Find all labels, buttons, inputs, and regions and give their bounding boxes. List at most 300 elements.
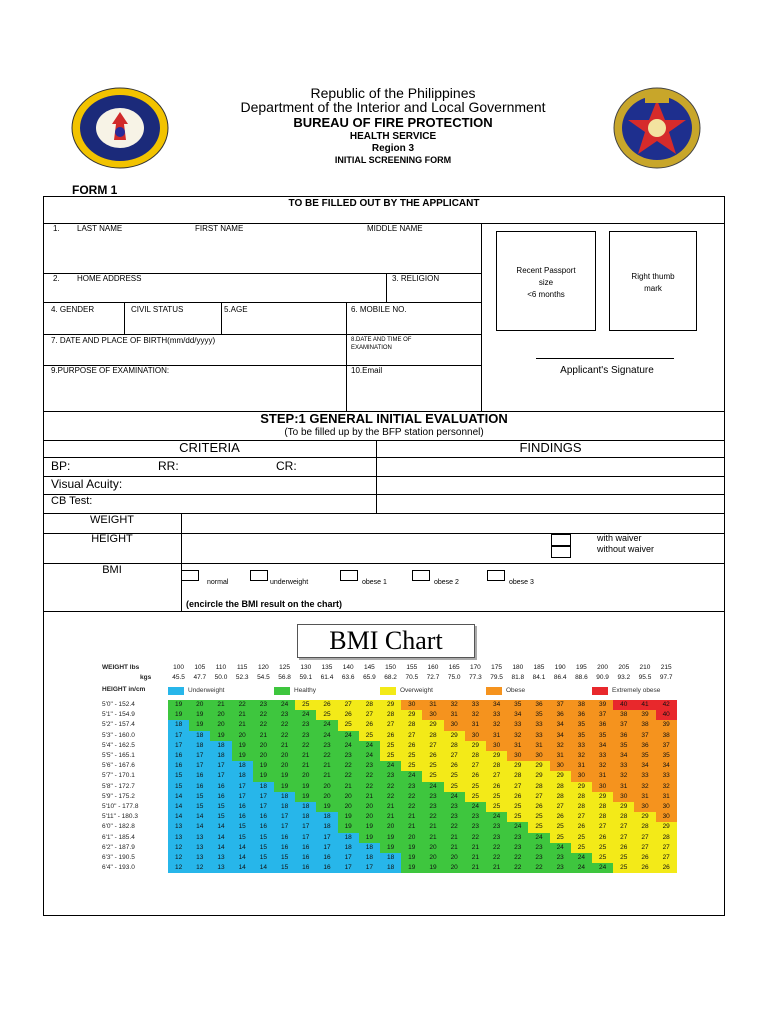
thumb-box[interactable]: [609, 231, 697, 331]
bmi-cell: 21: [232, 720, 253, 730]
bmi-cell: 34: [507, 710, 528, 720]
bmi-cell: 12: [189, 863, 210, 873]
bmi-cell: 23: [422, 802, 443, 812]
bmi-cell: 19: [359, 833, 380, 843]
bmi-cell: 34: [486, 700, 507, 710]
bmi-cell: 21: [380, 812, 401, 822]
bmi-cell: 21: [210, 700, 231, 710]
weight-kgs-tick: 95.5: [638, 674, 652, 681]
bmi-cell: 32: [507, 731, 528, 741]
weight-kgs-tick: 88.6: [575, 674, 588, 681]
height-tick: 5'11" - 180.3: [102, 813, 138, 821]
bmi-cell: 26: [592, 833, 613, 843]
bmi-cell: 25: [528, 812, 549, 822]
bmi-cell: 29: [550, 771, 571, 781]
with-waiver-checkbox[interactable]: [551, 534, 571, 546]
bmi-cell: 25: [401, 751, 422, 761]
encircle-note: (encircle the BMI result on the chart): [186, 599, 343, 609]
weight-lbs-tick: 125: [279, 664, 291, 671]
bmi-cell: 13: [189, 833, 210, 843]
bmi-cell: 19: [401, 863, 422, 873]
height-tick: 5'7" - 170.1: [102, 772, 135, 780]
weight-lbs-tick: 170: [469, 664, 481, 671]
bmi-cell: 27: [613, 833, 634, 843]
bmi-cell: 33: [465, 700, 486, 710]
bmi-cell: 20: [359, 802, 380, 812]
bmi-cell: 26: [359, 720, 380, 730]
bmi-cell: 39: [656, 720, 677, 730]
bmi-cell: 32: [571, 751, 592, 761]
bmi-cell: 17: [189, 761, 210, 771]
bmi-cell: 19: [210, 731, 231, 741]
bmi-cell: 38: [571, 700, 592, 710]
bmi-cell: 29: [592, 792, 613, 802]
bmi-cell: 32: [550, 741, 571, 751]
bmi-cell: 27: [486, 771, 507, 781]
bmi-cell: 20: [210, 710, 231, 720]
findings-header: FINDINGS: [519, 440, 582, 455]
bmi-cell: 21: [338, 782, 359, 792]
bmi-cell: 30: [656, 812, 677, 822]
bmi-cell: 33: [656, 771, 677, 781]
bmi-cell: 22: [380, 782, 401, 792]
height-tick: 5'3" - 160.0: [102, 731, 135, 739]
bmi-cell: 15: [168, 771, 189, 781]
bmi-cell: 20: [253, 751, 274, 761]
height-tick: 5'8" - 172.7: [102, 782, 135, 790]
bmi-cell: 25: [507, 812, 528, 822]
weight-lbs-tick: 155: [406, 664, 418, 671]
height-tick: 6'2" - 187.9: [102, 843, 135, 851]
bmi-cell: 23: [295, 720, 316, 730]
bmi-cell: 16: [168, 751, 189, 761]
bmi-cell: 23: [528, 843, 549, 853]
bmi-cell: 32: [634, 782, 655, 792]
bmi-cell: 20: [359, 812, 380, 822]
bmi-cell: 19: [295, 782, 316, 792]
bmi-cell: 24: [571, 863, 592, 873]
bmi-cell: 19: [380, 833, 401, 843]
bmi-cell: 27: [507, 782, 528, 792]
bmi-cell: 24: [359, 741, 380, 751]
bmi-cell: 17: [338, 863, 359, 873]
weight-lbs-tick: 115: [237, 664, 248, 671]
bmi-cell: 23: [274, 710, 295, 720]
num-1: 1.: [53, 224, 60, 233]
religion-label: 3. RELIGION: [392, 274, 440, 283]
bmi-cell: 16: [253, 812, 274, 822]
bmi-cell: 23: [550, 863, 571, 873]
bmi-cell: 25: [380, 751, 401, 761]
bmi-cell: 24: [274, 700, 295, 710]
bmi-cell: 34: [592, 741, 613, 751]
weight-kgs-tick: 47.7: [193, 674, 207, 681]
legend-swatch: [380, 687, 396, 695]
bmi-cell: 30: [571, 771, 592, 781]
weight-lbs-tick: 195: [575, 664, 587, 671]
bmi-cell: 22: [486, 853, 507, 863]
bmi-cell: 35: [634, 751, 655, 761]
bmi-cell: 24: [422, 782, 443, 792]
bmi-cell: 16: [232, 812, 253, 822]
weight-lbs-tick: 190: [554, 664, 566, 671]
bmi-cell: 32: [465, 710, 486, 720]
bmi-cell: 17: [253, 792, 274, 802]
legend-label: Underweight: [188, 687, 225, 694]
bmi-cell: 20: [253, 741, 274, 751]
bmi-cell: 29: [528, 761, 549, 771]
bmi-cell: 22: [444, 822, 465, 832]
bmi-cell: 19: [232, 751, 253, 761]
bmi-cell: 26: [634, 853, 655, 863]
obese3-checkbox[interactable]: [487, 570, 505, 581]
bmi-cell: 34: [550, 731, 571, 741]
photo-label-1: Recent Passport: [516, 266, 576, 275]
bmi-cell: 28: [380, 710, 401, 720]
header-region: Region 3: [371, 143, 415, 154]
rr-label: RR:: [158, 459, 179, 473]
bmi-cell: 17: [168, 731, 189, 741]
bmi-cell: 21: [232, 710, 253, 720]
bmi-cell: 13: [189, 843, 210, 853]
bmi-cell: 22: [507, 853, 528, 863]
bmi-cell: 16: [295, 843, 316, 853]
bmi-cell: 33: [528, 731, 549, 741]
bmi-cell: 14: [232, 853, 253, 863]
bmi-cell: 17: [168, 741, 189, 751]
bmi-cell: 15: [232, 833, 253, 843]
bmi-cell: 24: [316, 731, 337, 741]
bmi-cell: 36: [571, 710, 592, 720]
weight-lbs-tick: 185: [533, 664, 545, 671]
bmi-cell: 20: [295, 771, 316, 781]
bmi-cell: 20: [338, 792, 359, 802]
legend-swatch: [592, 687, 608, 695]
bmi-cell: 19: [338, 822, 359, 832]
exam-date-label-2: EXAMINATION: [351, 345, 392, 351]
bmi-cell: 33: [592, 751, 613, 761]
weight-kgs-tick: 54.5: [257, 674, 270, 681]
bmi-cell: 20: [422, 853, 443, 863]
bmi-cell: 27: [634, 843, 655, 853]
bmi-cell: 28: [528, 782, 549, 792]
bmi-cell: 27: [444, 751, 465, 761]
bmi-cell: 37: [656, 741, 677, 751]
weight-lbs-tick: 145: [363, 664, 375, 671]
bmi-cell: 25: [571, 843, 592, 853]
bmi-cell: 36: [592, 720, 613, 730]
bmi-cell: 34: [656, 761, 677, 771]
bmi-cell: 19: [189, 710, 210, 720]
bmi-cell: 16: [189, 771, 210, 781]
legend-label: Extremely obese: [612, 687, 661, 694]
bmi-cell: 35: [571, 720, 592, 730]
weight-lbs-tick: 175: [491, 664, 503, 671]
bmi-cell: 23: [507, 833, 528, 843]
bmi-cell: 30: [550, 761, 571, 771]
bmi-cell: 21: [444, 833, 465, 843]
bmi-cell: 31: [486, 731, 507, 741]
bmi-cell: 27: [634, 833, 655, 843]
exam-date-label-1: 8.DATE AND TIME OF: [351, 337, 412, 343]
bmi-cell: 17: [253, 802, 274, 812]
gender-label: 4. GENDER: [51, 305, 95, 314]
bmi-cell: 13: [210, 863, 231, 873]
num-2: 2.: [53, 274, 60, 283]
weight-lbs-tick: 120: [257, 664, 269, 671]
bmi-cell: 23: [338, 751, 359, 761]
bmi-cell: 14: [253, 863, 274, 873]
bmi-cell: 28: [656, 833, 677, 843]
bmi-cell: 25: [316, 710, 337, 720]
bmi-cell: 39: [634, 710, 655, 720]
criteria-header: CRITERIA: [179, 440, 240, 455]
weight-lbs-tick: 180: [512, 664, 524, 671]
bmi-cell: 31: [422, 700, 443, 710]
bmi-cell: 25: [507, 802, 528, 812]
bmi-cell: 29: [656, 822, 677, 832]
dob-label: 7. DATE AND PLACE OF BIRTH(mm/dd/yyyy): [51, 336, 216, 345]
weight-kgs-tick: 70.5: [405, 674, 419, 681]
obese3-label: obese 3: [509, 579, 534, 586]
bmi-cell: 25: [422, 761, 443, 771]
header-line2: Department of the Interior and Local Government: [240, 99, 546, 115]
bmi-cell: 31: [613, 782, 634, 792]
bmi-cell: 30: [422, 710, 443, 720]
bmi-cell: 27: [550, 802, 571, 812]
cb-test-label: CB Test:: [51, 495, 93, 507]
bmi-cell: 19: [168, 710, 189, 720]
middle-name-label: MIDDLE NAME: [367, 224, 423, 233]
bmi-cell: 14: [189, 822, 210, 832]
obese1-checkbox[interactable]: [340, 570, 358, 581]
bmi-cell: 18: [210, 751, 231, 761]
bmi-cell: 18: [316, 812, 337, 822]
bmi-cell: 42: [656, 700, 677, 710]
bmi-cell: 21: [422, 822, 443, 832]
bmi-cell: 15: [189, 792, 210, 802]
bmi-cell: 16: [295, 863, 316, 873]
bmi-cell: 29: [507, 761, 528, 771]
bmi-cell: 21: [316, 771, 337, 781]
bmi-cell: 18: [168, 720, 189, 730]
bmi-cell: 25: [571, 833, 592, 843]
weight-kgs-tick: 52.3: [235, 674, 249, 681]
weight-lbs-tick: 110: [215, 664, 227, 671]
bmi-cell: 19: [338, 812, 359, 822]
bmi-cell: 27: [359, 710, 380, 720]
bmi-cell: 26: [528, 802, 549, 812]
bmi-cell: 27: [571, 812, 592, 822]
bmi-cell: 24: [592, 863, 613, 873]
signature-line[interactable]: [536, 358, 674, 359]
without-waiver-label: without waiver: [597, 544, 655, 554]
bmi-cell: 33: [571, 741, 592, 751]
bmi-cell: 27: [656, 853, 677, 863]
bmi-cell: 20: [316, 782, 337, 792]
bmi-cell: 30: [528, 751, 549, 761]
bmi-cell: 18: [295, 812, 316, 822]
bmi-cell: 26: [613, 843, 634, 853]
bmi-cell: 19: [274, 782, 295, 792]
weight-lbs-tick: 150: [385, 664, 397, 671]
height-tick: 6'3" - 190.5: [102, 854, 135, 861]
bp-label: BP:: [51, 459, 71, 473]
bmi-cell: 19: [401, 843, 422, 853]
bmi-cell: 15: [232, 822, 253, 832]
bmi-cell: 20: [274, 761, 295, 771]
bmi-cell: 30: [401, 700, 422, 710]
bmi-cell: 21: [295, 751, 316, 761]
bmi-cell: 14: [232, 863, 253, 873]
kgs-label: kgs: [140, 674, 152, 681]
underweight-checkbox[interactable]: [250, 570, 268, 581]
bmi-cell: 26: [465, 771, 486, 781]
height-label-chart: HEIGHT in/cm: [102, 686, 146, 693]
bmi-cell: 37: [613, 720, 634, 730]
bmi-cell: 17: [295, 822, 316, 832]
bmi-cell: 26: [401, 741, 422, 751]
bmi-cell: 26: [338, 710, 359, 720]
bmi-cell: 30: [507, 751, 528, 761]
bmi-cell: 37: [634, 731, 655, 741]
bmi-cell: 28: [359, 700, 380, 710]
bmi-cell: 18: [189, 741, 210, 751]
bmi-cell: 22: [422, 812, 443, 822]
bmi-cell: 14: [210, 822, 231, 832]
bmi-cell: 22: [295, 741, 316, 751]
height-tick: 6'0" - 182.8: [102, 823, 135, 831]
bmi-cell: 25: [550, 833, 571, 843]
bmi-cell: 22: [316, 751, 337, 761]
bmi-cell: 14: [168, 792, 189, 802]
bmi-cell: 26: [486, 782, 507, 792]
bmi-cell: 40: [613, 700, 634, 710]
bmi-cell: 35: [656, 751, 677, 761]
bmi-cell: 21: [401, 822, 422, 832]
bmi-cell: 17: [359, 863, 380, 873]
bmi-cell: 24: [380, 761, 401, 771]
bmi-cell: 15: [168, 782, 189, 792]
bmi-cell: 29: [528, 771, 549, 781]
bmi-cell: 34: [634, 761, 655, 771]
bmi-cell: 23: [465, 812, 486, 822]
bmi-cell: 23: [465, 822, 486, 832]
bmi-cell: 25: [380, 741, 401, 751]
bmi-cell: 21: [295, 761, 316, 771]
weight-kgs-tick: 45.5: [172, 674, 185, 681]
bmi-cell: 22: [465, 833, 486, 843]
bmi-cell: 18: [295, 802, 316, 812]
bmi-cell: 28: [592, 812, 613, 822]
bmi-cell: 20: [380, 822, 401, 832]
thumb-label-1: Right thumb: [631, 272, 675, 281]
bmi-cell: 23: [444, 812, 465, 822]
height-tick: 5'10" - 177.8: [102, 803, 139, 810]
bmi-cell: 25: [550, 822, 571, 832]
photo-label-3: <6 months: [527, 290, 565, 299]
weight-lbs-tick: 205: [618, 664, 630, 671]
bmi-cell: 25: [486, 792, 507, 802]
weight-lbs-tick: 160: [427, 664, 439, 671]
bmi-cell: 19: [401, 853, 422, 863]
bmi-cell: 21: [401, 812, 422, 822]
bmi-cell: 27: [380, 720, 401, 730]
bmi-cell: 29: [444, 731, 465, 741]
bmi-cell: 13: [189, 853, 210, 863]
bmi-cell: 30: [486, 741, 507, 751]
bmi-cell: 23: [316, 741, 337, 751]
step1-subtitle: (To be filled up by the BFP station personnel): [284, 427, 484, 438]
bmi-cell: 37: [592, 710, 613, 720]
bmi-cell: 32: [613, 771, 634, 781]
weight-kgs-tick: 63.6: [341, 674, 355, 681]
bmi-cell: 19: [274, 771, 295, 781]
bmi-cell: 26: [380, 731, 401, 741]
bmi-cell: 32: [656, 782, 677, 792]
photo-box[interactable]: [496, 231, 596, 331]
weight-kgs-tick: 72.7: [426, 674, 440, 681]
obese1-label: obese 1: [362, 579, 387, 586]
bmi-cell: 31: [465, 720, 486, 730]
bmi-cell: 20: [210, 720, 231, 730]
bmi-cell: 31: [656, 792, 677, 802]
bmi-cell: 20: [444, 853, 465, 863]
weight-kgs-tick: 93.2: [617, 674, 631, 681]
bmi-cell: 33: [507, 720, 528, 730]
bmi-cell: 30: [613, 792, 634, 802]
bmi-cell: 27: [401, 731, 422, 741]
weight-lbs-tick: 135: [321, 664, 333, 671]
weight-kgs-tick: 79.5: [490, 674, 503, 681]
bmi-cell: 30: [592, 782, 613, 792]
bmi-cell: 36: [634, 741, 655, 751]
bmi-cell: 31: [550, 751, 571, 761]
bmi-cell: 21: [359, 792, 380, 802]
bmi-cell: 20: [274, 751, 295, 761]
weight-lbs-tick: 130: [300, 664, 312, 671]
bmi-cell: 28: [401, 720, 422, 730]
bmi-cell: 22: [253, 710, 274, 720]
obese2-checkbox[interactable]: [412, 570, 430, 581]
bmi-cell: 24: [486, 812, 507, 822]
bmi-cell: 26: [634, 863, 655, 873]
bmi-cell: 35: [528, 710, 549, 720]
normal-checkbox[interactable]: [181, 570, 199, 581]
normal-label: normal: [207, 579, 229, 586]
weight-kgs-tick: 90.9: [596, 674, 609, 681]
bmi-cell: 25: [465, 792, 486, 802]
bmi-cell: 22: [359, 771, 380, 781]
without-waiver-checkbox[interactable]: [551, 546, 571, 558]
bmi-cell: 20: [232, 731, 253, 741]
bmi-cell: 29: [613, 802, 634, 812]
bmi-cell: 18: [232, 761, 253, 771]
bmi-cell: 28: [465, 751, 486, 761]
bmi-cell: 13: [168, 822, 189, 832]
bmi-cell: 31: [528, 741, 549, 751]
bmi-cell: 27: [656, 843, 677, 853]
legend-label: Healthy: [294, 687, 317, 694]
bmi-cell: 22: [274, 720, 295, 730]
legend-label: Overweight: [400, 687, 433, 694]
bmi-cell: 16: [316, 863, 337, 873]
bmi-cell: 22: [507, 863, 528, 873]
bmi-cell: 28: [550, 782, 571, 792]
bmi-cell: 15: [253, 833, 274, 843]
bmi-cell: 29: [465, 741, 486, 751]
last-name-label: LAST NAME: [77, 224, 123, 233]
